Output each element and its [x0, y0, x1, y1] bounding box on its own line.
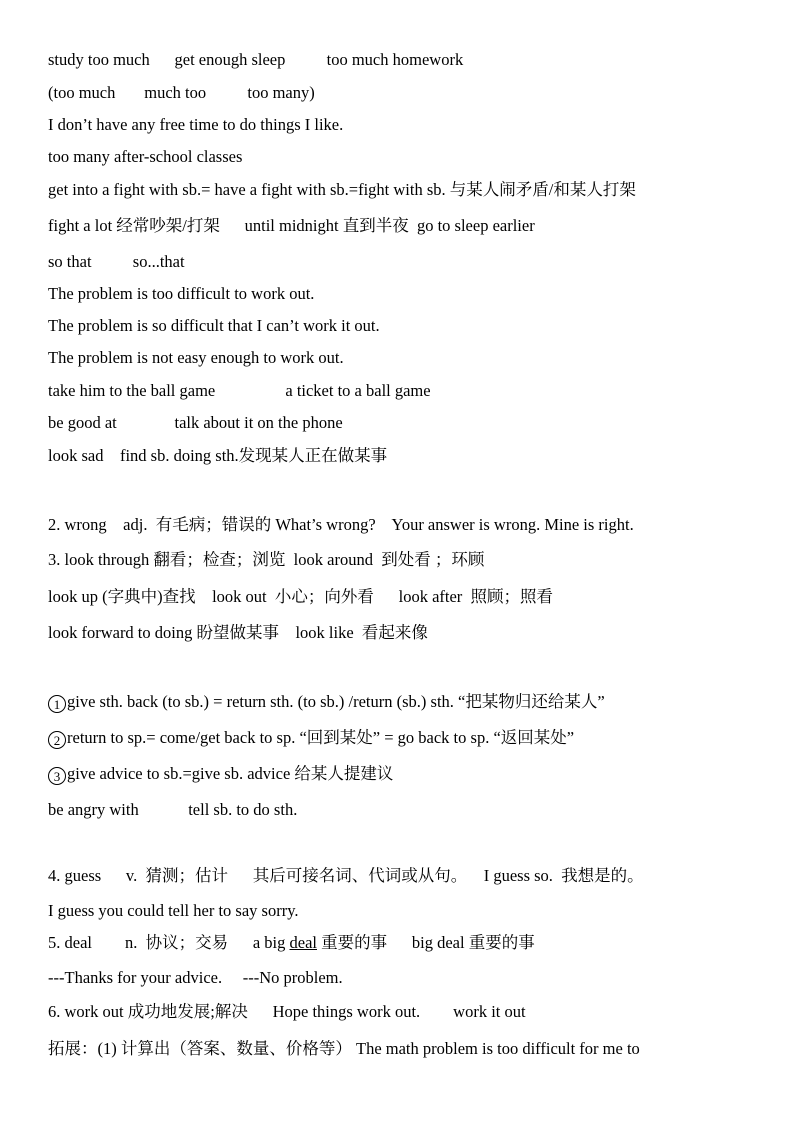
- text-line: study too much get enough sleep too much homework: [48, 50, 464, 69]
- text-line: take him to the ball game a ticket to a ball game: [48, 381, 431, 400]
- text-segment: 5. deal n. 协议；交易 a big: [48, 933, 290, 952]
- text-line: too many after-school classes: [48, 147, 243, 166]
- text-line: look up (字典中)查找 look out 小心；向外看 look after 照顾；照看: [48, 587, 554, 606]
- text-segment: 重要的事 big deal 重要的事: [317, 933, 535, 952]
- text-line: I guess you could tell her to say sorry.: [48, 901, 299, 920]
- text-line: (too much much too too many): [48, 83, 315, 102]
- text-line: fight a lot 经常吵架/打架 until midnight 直到半夜 go to sleep earlier: [48, 216, 535, 235]
- text-line: [48, 933, 535, 953]
- text-line: give advice to sb.=give sb. advice 给某人提建议: [67, 764, 394, 783]
- text-line: give sth. back (to sb.) = return sth. (to sb.) /return (sb.) sth. “把某物归还给某人”: [67, 692, 605, 711]
- text-line: 4. guess v. 猜测；估计 其后可接名词、代词或从句。 I guess so. 我想是的。: [48, 866, 644, 885]
- text-line: I don’t have any free time to do things I like.: [48, 115, 344, 134]
- text-line: The problem is not easy enough to work out.: [48, 348, 344, 367]
- text-line: so that so...that: [48, 252, 185, 271]
- text-line: 拓展：(1) 计算出（答案、数量、价格等） The math problem is too difficult for me to: [48, 1039, 640, 1058]
- text-line: look sad find sb. doing sth.发现某人正在做某事: [48, 446, 388, 465]
- numbered-line: [48, 692, 605, 713]
- text-line: 6. work out 成功地发展;解决 Hope things work out. work it out: [48, 1002, 526, 1021]
- text-line: return to sp.= come/get back to sp. “回到某处” = go back to sp. “返回某处”: [67, 728, 575, 747]
- circled-number: 3: [48, 767, 66, 785]
- numbered-line: [48, 764, 393, 785]
- text-line: 2. wrong adj. 有毛病；错误的 What’s wrong? Your answer is wrong. Mine is right.: [48, 515, 634, 534]
- text-line: ---Thanks for your advice. ---No problem.: [48, 968, 343, 987]
- numbered-line: [48, 728, 574, 749]
- text-line: The problem is so difficult that I can’t work it out.: [48, 316, 380, 335]
- text-line: 3. look through 翻看；检查；浏览 look around 到处看 ；环顾: [48, 550, 485, 569]
- text-line: The problem is too difficult to work out.: [48, 284, 315, 303]
- text-line: be angry with tell sb. to do sth.: [48, 800, 298, 819]
- circled-number: 2: [48, 731, 66, 749]
- text-line: look forward to doing 盼望做某事 look like 看起来像: [48, 623, 428, 642]
- circled-number: 1: [48, 695, 66, 713]
- text-line: be good at talk about it on the phone: [48, 413, 343, 432]
- text-line: get into a fight with sb.= have a fight with sb.=fight with sb. 与某人闹矛盾/和某人打架: [48, 180, 636, 199]
- underlined-word: deal: [289, 933, 317, 952]
